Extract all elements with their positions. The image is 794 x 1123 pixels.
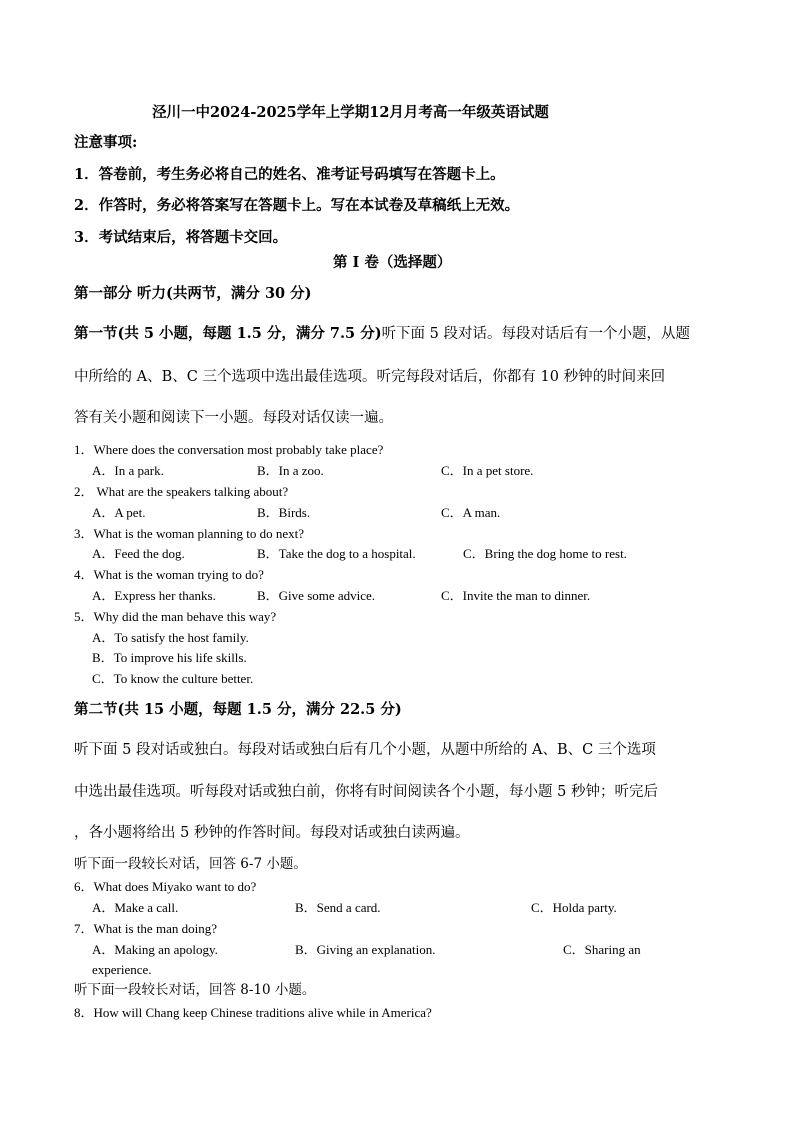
volume-title: 第 I 卷（选择题） [333, 254, 452, 271]
option-a: A．Feed the dog. [92, 546, 185, 561]
section2-heading: 第二节(共 15 小题，每题 1.5 分，满分 22.5 分) [74, 701, 402, 718]
option-c: C．To know the culture better. [92, 671, 254, 686]
option-c: C．Bring the dog home to rest. [463, 546, 627, 561]
section2-text-line: 听下面 5 段对话或独白。每段对话或独白后有几个小题，从题中所给的 A、B、C 三个选项 [74, 742, 656, 758]
option-a: A．Make a call. [92, 900, 179, 915]
notice-item: 2．作答时，务必将答案写在答题卡上。写在本试卷及草稿纸上无效。 [74, 197, 520, 214]
option-c-continued: experience. [92, 962, 152, 977]
question-stem: 4．What is the woman trying to do? [74, 567, 264, 582]
question-stem: 5．Why did the man behave this way? [74, 609, 277, 624]
question-stem: 2． What are the speakers talking about? [74, 484, 289, 499]
option-b: B．Giving an explanation. [295, 942, 436, 957]
option-b: B．Birds. [257, 505, 311, 520]
question-stem: 7．What is the man doing? [74, 921, 217, 936]
group-intro: 听下面一段较长对话，回答 6-7 小题。 [74, 856, 307, 872]
option-b: B．Send a card. [295, 900, 381, 915]
notice-heading: 注意事项: [74, 134, 138, 151]
option-a: A．To satisfy the host family. [92, 630, 249, 645]
option-a: A．Express her thanks. [92, 588, 216, 603]
section1-text-line: 第一节(共 5 小题，每题 1.5 分，满分 7.5 分)听下面 5 段对话。每段对话后有一个小题，从题 [74, 325, 691, 342]
option-b: B．Give some advice. [257, 588, 376, 603]
option-c: C．Invite the man to dinner. [441, 588, 591, 603]
question-stem: 8．How will Chang keep Chinese traditions alive while in America? [74, 1005, 432, 1020]
section2-text-line: ，各小题将给出 5 秒钟的作答时间。每段对话或独白读两遍。 [74, 825, 470, 841]
option-b: B．In a zoo. [257, 463, 324, 478]
option-a: A．Making an apology. [92, 942, 218, 957]
notice-item: 1．答卷前，考生务必将自己的姓名、准考证号码填写在答题卡上。 [74, 166, 505, 183]
section1-lead: 第一节(共 5 小题，每题 1.5 分，满分 7.5 分) [74, 325, 382, 342]
option-c: C．In a pet store. [441, 463, 534, 478]
option-a: A．A pet. [92, 505, 146, 520]
section1-text-line: 中所给的 A、B、C 三个选项中选出最佳选项。听完每段对话后，你都有 10 秒钟的时间来回 [74, 369, 666, 385]
option-a: A．In a park. [92, 463, 164, 478]
question-stem: 6．What does Miyako want to do? [74, 879, 257, 894]
option-b: B．To improve his life skills. [92, 650, 247, 665]
option-c: C．Holda party. [531, 900, 617, 915]
question-stem: 1．Where does the conversation most probably take place? [74, 442, 384, 457]
option-b: B．Take the dog to a hospital. [257, 546, 416, 561]
exam-title: 泾川一中2024-2025学年上学期12月月考高一年级英语试题 [152, 104, 549, 121]
section2-text-line: 中选出最佳选项。听每段对话或独白前，你将有时间阅读各个小题，每小题 5 秒钟；听完后 [74, 784, 658, 800]
option-c: C．Sharing an [563, 942, 641, 957]
option-c: C．A man. [441, 505, 501, 520]
group-intro: 听下面一段较长对话，回答 8-10 小题。 [74, 982, 316, 998]
question-stem: 3．What is the woman planning to do next? [74, 526, 304, 541]
section1-text-line: 答有关小题和阅读下一小题。每段对话仅读一遍。 [74, 410, 393, 426]
notice-item: 3．考试结束后，将答题卡交回。 [74, 229, 288, 246]
part1-heading: 第一部分 听力(共两节，满分 30 分) [74, 285, 312, 302]
